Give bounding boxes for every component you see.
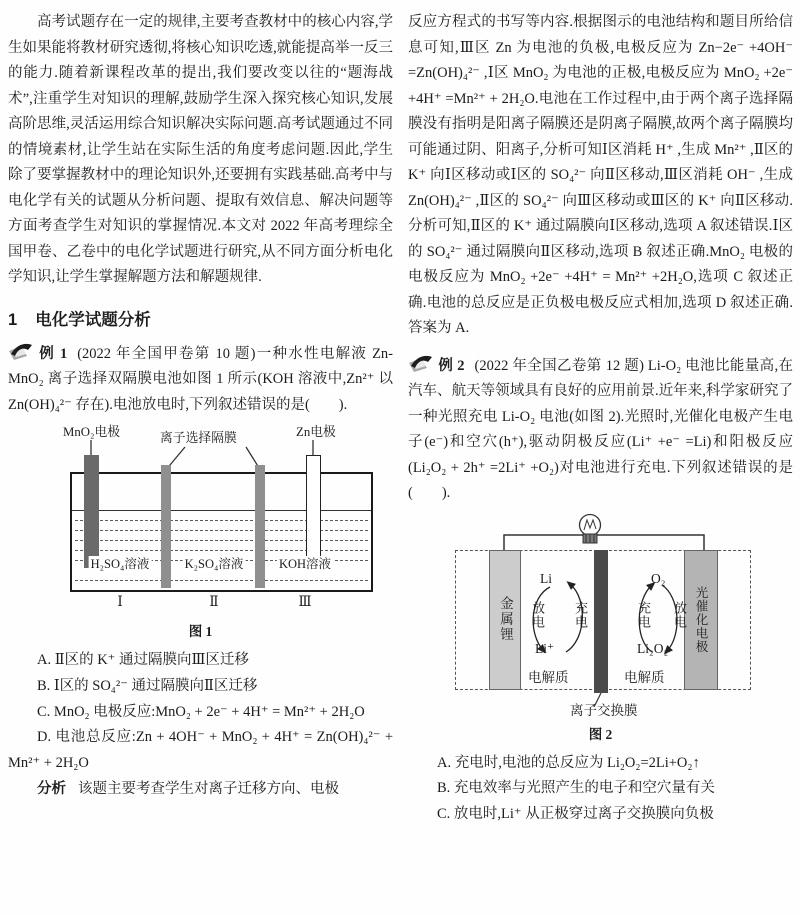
photocatalytic-electrode (684, 550, 718, 690)
analysis-continuation-paragraph: 反应方程式的书写等内容.根据图示的电池结构和题目所给信息可知,Ⅲ区 Zn 为电池的负极,电极反应为 Zn−2e⁻ +4OH⁻ =Zn(OH)₄²⁻ ,Ⅰ区 MnO₂ 为电池的正极,电极反应为 MnO₂ +2e⁻ +4H⁺ =Mn²⁺ + 2H₂O.电池在工作过程中,由于两个离子选择隔膜没有指明是阳离子隔膜还是阴离子隔膜,故两个离子隔膜均可能通过阴、阳离子,分析可知Ⅰ区消耗 H⁺ ,生成 Mn²⁺ ,Ⅱ区的 K⁺ 向Ⅰ区移动或Ⅰ区的 SO₄²⁻ 向Ⅱ区移动,Ⅲ区消耗 OH⁻ ,生成 Zn(OH)₄²⁻ ,Ⅱ区的 SO₄²⁻ 向Ⅲ区移动或Ⅲ区的 K⁺ 向Ⅱ区移动.分析可知,Ⅱ区的 K⁺ 通过隔膜向Ⅰ区移动,选项 A 叙述错误.Ⅰ区的 SO₄²⁻ 通过隔膜向Ⅱ区移动,选项 B 叙述正确.MnO₂ 电极的电极反应为 MnO₂ +2e⁻ +4H⁺ = Mn²⁺ +2H₂O,选项 C 叙述正确.电池的总反应是正负极电极反应式相加,选项 D 叙述正确.答案为 A. (408, 14, 793, 336)
example1-text: (2022 年全国甲卷第 10 题)一种水性电解液 Zn-MnO₂ 离子选择双隔膜电池如图 1 所示(KOH 溶液中,Zn²⁺ 以 Zn(OH)₄²⁻ 存在).电池放电时,下列叙述错误的是( ). (8, 345, 394, 413)
section-title: 电化学试题分析 (35, 310, 151, 329)
electrolyte-label-right: 电解质 (624, 669, 665, 685)
option-c: C. MnO₂ 电极反应:MnO₂ + 2e⁻ + 4H⁺ = Mn²⁺ + 2H₂O (37, 703, 365, 720)
example1-label: 例 1 (38, 345, 68, 362)
lithium-metal-electrode-label: 金属锂 (498, 596, 513, 643)
figure2-li-o2-cell-diagram (408, 513, 793, 747)
zn-electrode-bar (306, 455, 321, 563)
example2-text: (2022 年全国乙卷第 12 题) Li-O₂ 电池比能量高,在汽车、航天等领域具有良好的应用前景.近年来,科学家研究了一种光照充电 Li-O₂ 电池(如图 2).光照时,光催化电极产生电子(e⁻)和空穴(h⁺),驱动阴极反应(Li⁺ +e⁻ =Li)和阳极反应(Li₂O₂ + 2h⁺ =2Li⁺ +O₂)对电池进行充电.下列叙述错误的是( ). (408, 357, 793, 501)
mno2-electrode-bar (84, 455, 99, 568)
zn-electrode-label: Zn电极 (296, 425, 336, 439)
right-column (408, 10, 793, 828)
solution-label-koh: KOH溶液 (278, 557, 332, 571)
left-column (8, 10, 393, 828)
charge-label-left-cell: 充电 (573, 600, 588, 629)
lithium-metal-electrode (489, 550, 521, 690)
option-b: B. 充电效率与光照产生的电子和空穴量有关 (437, 780, 715, 797)
example2-options (408, 751, 793, 828)
ion-exchange-membrane-bar (594, 550, 608, 693)
membrane-bar-right (255, 465, 265, 588)
mno2-electrode-label: MnO₂电极 (63, 425, 121, 439)
pen-writing-icon (408, 355, 434, 373)
option-a: A. Ⅱ区的 K⁺ 通过隔膜向Ⅲ区迁移 (37, 652, 249, 668)
option-c: C. 放电时,Li⁺ 从正极穿过离子交换膜向负极 (437, 806, 714, 823)
photocatalytic-electrode-label: 光催化电极 (694, 585, 708, 654)
figure1-caption: 图 1 (188, 624, 213, 639)
region-label-2: Ⅱ (209, 594, 219, 609)
ion-selective-membrane-label: 离子选择隔膜 (160, 431, 237, 445)
liquid-surface-line (72, 510, 371, 511)
ion-exchange-membrane-label: 离子交换膜 (570, 702, 638, 718)
light-bulb-icon (580, 514, 601, 543)
example2-paragraph (408, 354, 793, 507)
electrolyte-label-left: 电解质 (528, 669, 569, 685)
solution-label-h2so4: H₂SO₄溶液 (90, 557, 150, 571)
li-ion-species-label: Li⁺ (535, 640, 555, 656)
analysis-label: 分析 (37, 780, 66, 797)
option-d: D. 电池总反应:Zn + 4OH⁻ + MnO₂ + 4H⁺ = Zn(OH)₄²⁻ + Mn²⁺ + 2H₂O (8, 729, 393, 772)
intro-paragraph: 高考试题存在一定的规律,主要考查教材中的核心内容,学生如果能将教材研究透彻,将核心知识吃透,就能提高举一反三的能力.随着新课程改革的提出,我们要改变以往的“题海战术”,注重学生对知识的理解,鼓励学生深入探究核心知识,发展高阶思维,灵活运用综合知识解决实际问题.高考试题通过不同的情境素材,让学生站在实际生活的角度考虑问题.因此,学生除了要掌握教材中的理论知识外,还要拥有实践基础.高考中与电化学有关的试题从分析问题、提取有效信息、解决问题等方面考查学生对知识的掌握情况.本文对 2022 年高考理综全国甲卷、乙卷中的电化学试题进行研究,从不同方面分析电化学知识,让学生掌握解题方法和解题规律. (8, 14, 393, 285)
li-species-label: Li (540, 570, 552, 586)
analysis-paragraph (8, 777, 393, 803)
pen-writing-icon (8, 343, 34, 361)
option-b: B. Ⅰ区的 SO₄²⁻ 通过隔膜向Ⅱ区迁移 (37, 677, 258, 694)
region-label-3: Ⅲ (298, 594, 312, 609)
charge-label-right-cell: 充电 (636, 600, 651, 629)
option-a: A. 充电时,电池的总反应为 Li₂O₂=2Li+O₂↑ (437, 754, 700, 771)
discharge-label-right-cell: 放电 (672, 600, 687, 629)
discharge-label-left-cell: 放电 (530, 600, 545, 629)
section-number: 1 (8, 310, 18, 329)
electrolyte-tank (70, 472, 373, 592)
li2o2-species-label: Li₂O₂ (637, 640, 669, 656)
example1-paragraph (8, 342, 393, 419)
section-heading (8, 306, 393, 330)
o2-species-label: O₂ (651, 570, 666, 586)
region-label-1: Ⅰ (117, 594, 123, 609)
figure2-caption: 图 2 (588, 726, 613, 742)
example1-options (8, 648, 393, 777)
solution-label-k2so4: K₂SO₄溶液 (184, 557, 244, 571)
analysis-text: 该题主要考查学生对离子迁移方向、电极 (78, 780, 339, 797)
figure1-zn-mno2-cell-diagram (8, 422, 393, 646)
example2-label: 例 2 (438, 357, 465, 374)
membrane-bar-left (161, 465, 171, 588)
